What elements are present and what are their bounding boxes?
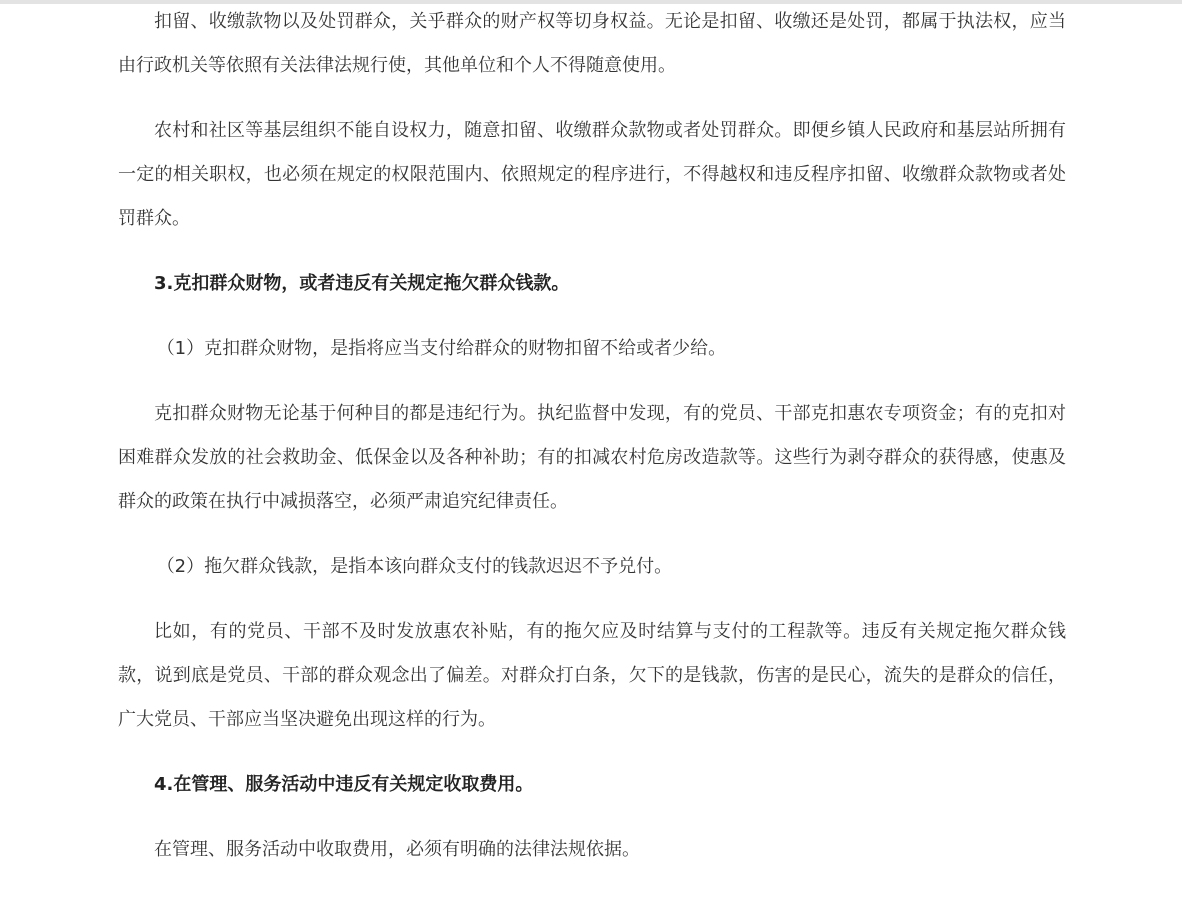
section-heading-4: 4.在管理、服务活动中违反有关规定收取费用。 — [154, 774, 534, 795]
paragraph-2: 农村和社区等基层组织不能自设权力，随意扣留、收缴群众款物或者处罚群众。即便乡镇人民政府和基层站所拥有一定的相关职权，也必须在规定的权限范围内、依照规定的程序进行，不得越权和违反程序扣留、收缴群众款物或者处罚群众。 — [118, 120, 1066, 229]
article-body — [118, 0, 1066, 893]
paragraph-1: 扣留、收缴款物以及处罚群众，关乎群众的财产权等切身权益。无论是扣留、收缴还是处罚，都属于执法权，应当由行政机关等依照有关法律法规行使，其他单位和个人不得随意使用。 — [118, 11, 1066, 76]
paragraph-5: 在管理、服务活动中收取费用，必须有明确的法律法规依据。 — [154, 839, 640, 860]
section-heading-3: 3.克扣群众财物，或者违反有关规定拖欠群众钱款。 — [154, 273, 570, 294]
paragraph-4: 比如，有的党员、干部不及时发放惠农补贴，有的拖欠应及时结算与支付的工程款等。违反有关规定拖欠群众钱款，说到底是党员、干部的群众观念出了偏差。对群众打白条，欠下的是钱款，伤害的是民心，流失的是群众的信任，广大党员、干部应当坚决避免出现这样的行为。 — [118, 621, 1066, 730]
sub-item-1: （1）克扣群众财物，是指将应当支付给群众的财物扣留不给或者少给。 — [156, 338, 727, 359]
sub-item-2: （2）拖欠群众钱款，是指本该向群众支付的钱款迟迟不予兑付。 — [156, 556, 673, 577]
paragraph-3: 克扣群众财物无论基于何种目的都是违纪行为。执纪监督中发现，有的党员、干部克扣惠农专项资金；有的克扣对困难群众发放的社会救助金、低保金以及各种补助；有的扣减农村危房改造款等。这些行为剥夺群众的获得感，使惠及群众的政策在执行中减损落空，必须严肃追究纪律责任。 — [118, 403, 1066, 512]
